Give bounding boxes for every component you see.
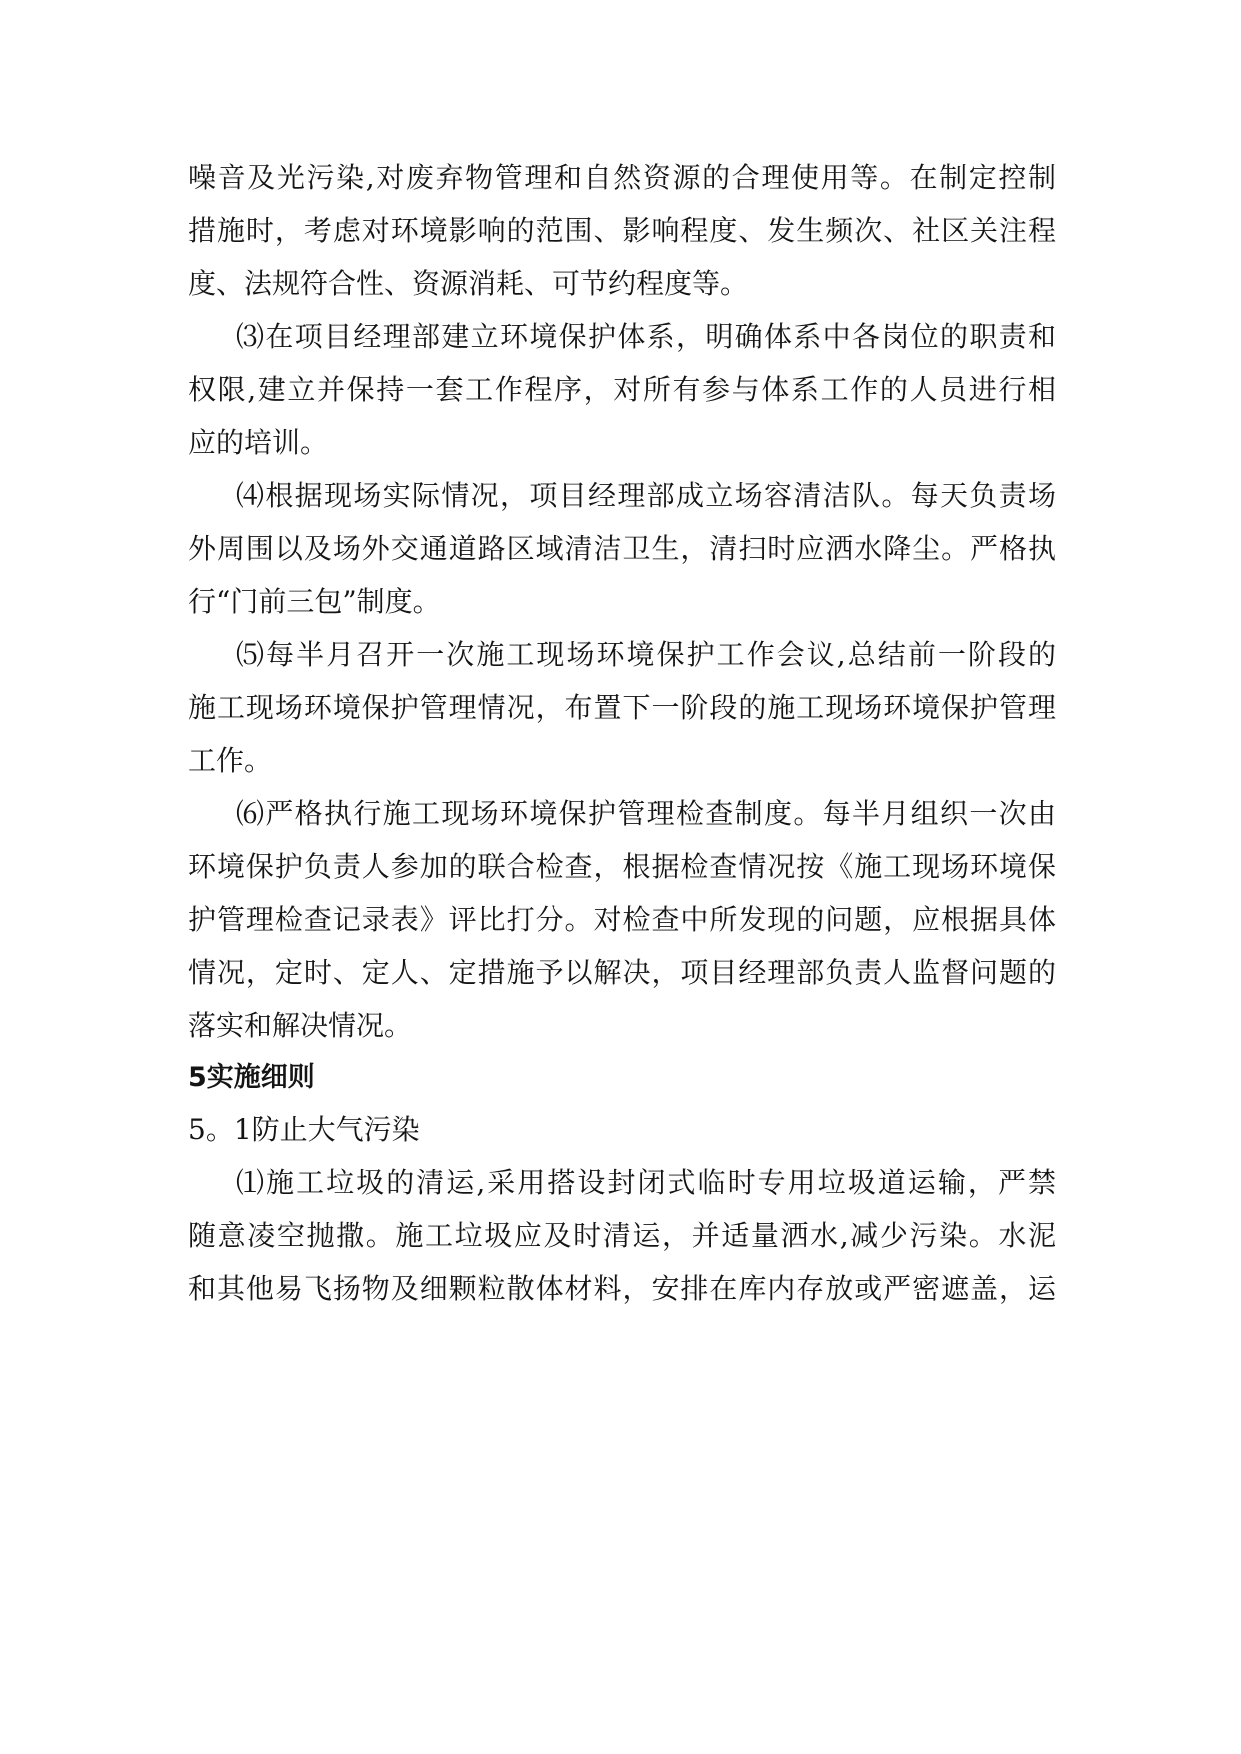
list-item-3: ⑶在项目经理部建立环境保护体系，明确体系中各岗位的职责和 [236, 320, 1056, 353]
list-item-1: ⑴施工垃圾的清运,采用搭设封闭式临时专用垃圾道运输，严禁 [236, 1166, 1056, 1199]
list-item-5: ⑸每半月召开一次施工现场环境保护工作会议,总结前一阶段的 [236, 638, 1056, 671]
text-line: 情况，定时、定人、定措施予以解决，项目经理部负责人监督问题的 [188, 956, 1056, 989]
text-line: 措施时，考虑对环境影响的范围、影响程度、发生频次、社区关注程 [188, 214, 1056, 247]
text-line: 施工现场环境保护管理情况，布置下一阶段的施工现场环境保护管理 [188, 691, 1056, 724]
list-item-6: ⑹严格执行施工现场环境保护管理检查制度。每半月组织一次由 [236, 797, 1056, 830]
text-line: 落实和解决情况。 [188, 1009, 413, 1042]
section-heading: 5实施细则 [188, 1062, 315, 1093]
text-line: 和其他易飞扬物及细颗粒散体材料，安排在库内存放或严密遮盖，运 [188, 1272, 1056, 1305]
text-line: 权限,建立并保持一套工作程序，对所有参与体系工作的人员进行相 [188, 373, 1056, 406]
text-line: 应的培训。 [188, 426, 329, 459]
list-item-4: ⑷根据现场实际情况，项目经理部成立场容清洁队。每天负责场 [236, 479, 1056, 512]
text-line: 环境保护负责人参加的联合检查，根据检查情况按《施工现场环境保 [188, 850, 1056, 883]
text-line: 外周围以及场外交通道路区域清洁卫生，清扫时应洒水降尘。严格执 [188, 532, 1056, 565]
text-line: 噪音及光污染,对废弃物管理和自然资源的合理使用等。在制定控制 [188, 161, 1056, 194]
text-line: 护管理检查记录表》评比打分。对检查中所发现的问题，应根据具体 [188, 903, 1056, 936]
text-line: 行“门前三包”制度。 [188, 585, 441, 618]
text-line: 工作。 [188, 744, 273, 777]
text-line: 随意凌空抛撒。施工垃圾应及时清运，并适量洒水,减少污染。水泥 [188, 1219, 1056, 1252]
text-line: 度、法规符合性、资源消耗、可节约程度等。 [188, 267, 749, 300]
subsection-heading: 5。1防止大气污染 [188, 1113, 420, 1146]
